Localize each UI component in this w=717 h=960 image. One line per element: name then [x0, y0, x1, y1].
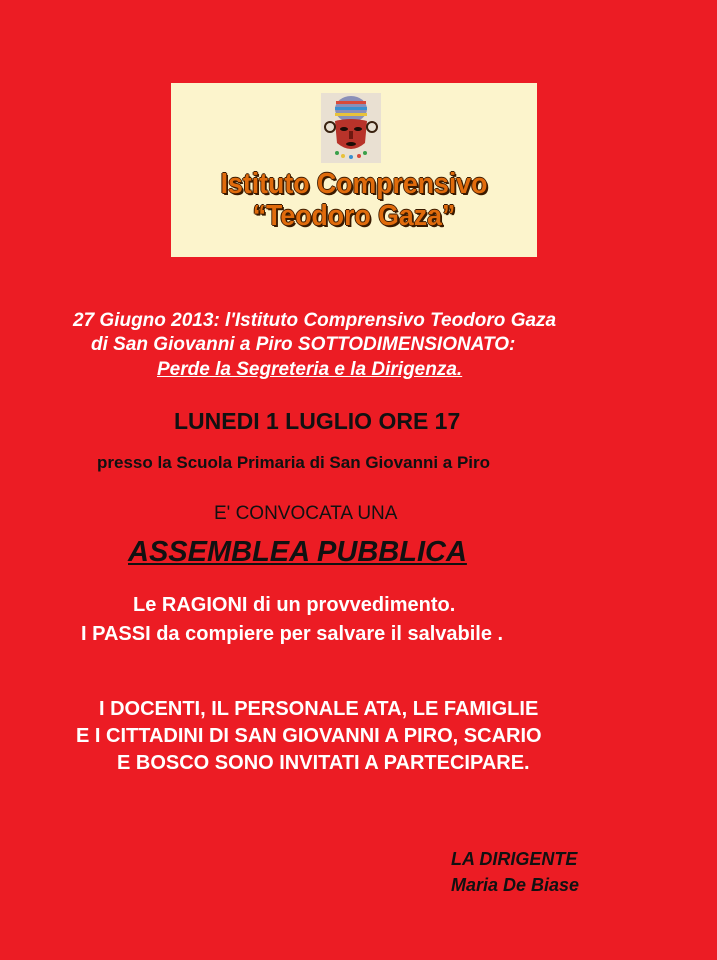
notice-line1: 27 Giugno 2013: l'Istituto Comprensivo Teodoro Gaza [73, 310, 557, 331]
signature-role: LA DIRIGENTE [451, 849, 578, 869]
notice-line2: di San Giovanni a Piro SOTTODIMENSIONATO: [91, 334, 516, 355]
tribal-mask-icon [321, 93, 381, 163]
institute-name-line2: “Teodoro Gaza” [252, 200, 456, 232]
reasons-line2: I PASSI da compiere per salvare il salvabile . [81, 623, 504, 645]
reasons-line1: Le RAGIONI di un provvedimento. [133, 594, 456, 616]
signature-name: Maria De Biase [451, 875, 580, 895]
event-datetime: LUNEDI 1 LUGLIO ORE 17 [174, 408, 461, 434]
notice-line3: Perde la Segreteria e la Dirigenza. [157, 359, 463, 380]
invitation-line1: I DOCENTI, IL PERSONALE ATA, LE FAMIGLIE [99, 698, 539, 720]
invitation-line2: E I CITTADINI DI SAN GIOVANNI A PIRO, SCARIO [76, 725, 542, 747]
event-convocation: E' CONVOCATA UNA [214, 503, 398, 524]
institute-name-line1: Istituto Comprensivo [220, 168, 488, 200]
header-box [171, 83, 537, 257]
invitation-line3: E BOSCO SONO INVITATI A PARTECIPARE. [117, 752, 530, 774]
event-location: presso la Scuola Primaria di San Giovanni a Piro [97, 453, 491, 472]
event-title: ASSEMBLEA PUBBLICA [128, 536, 467, 568]
